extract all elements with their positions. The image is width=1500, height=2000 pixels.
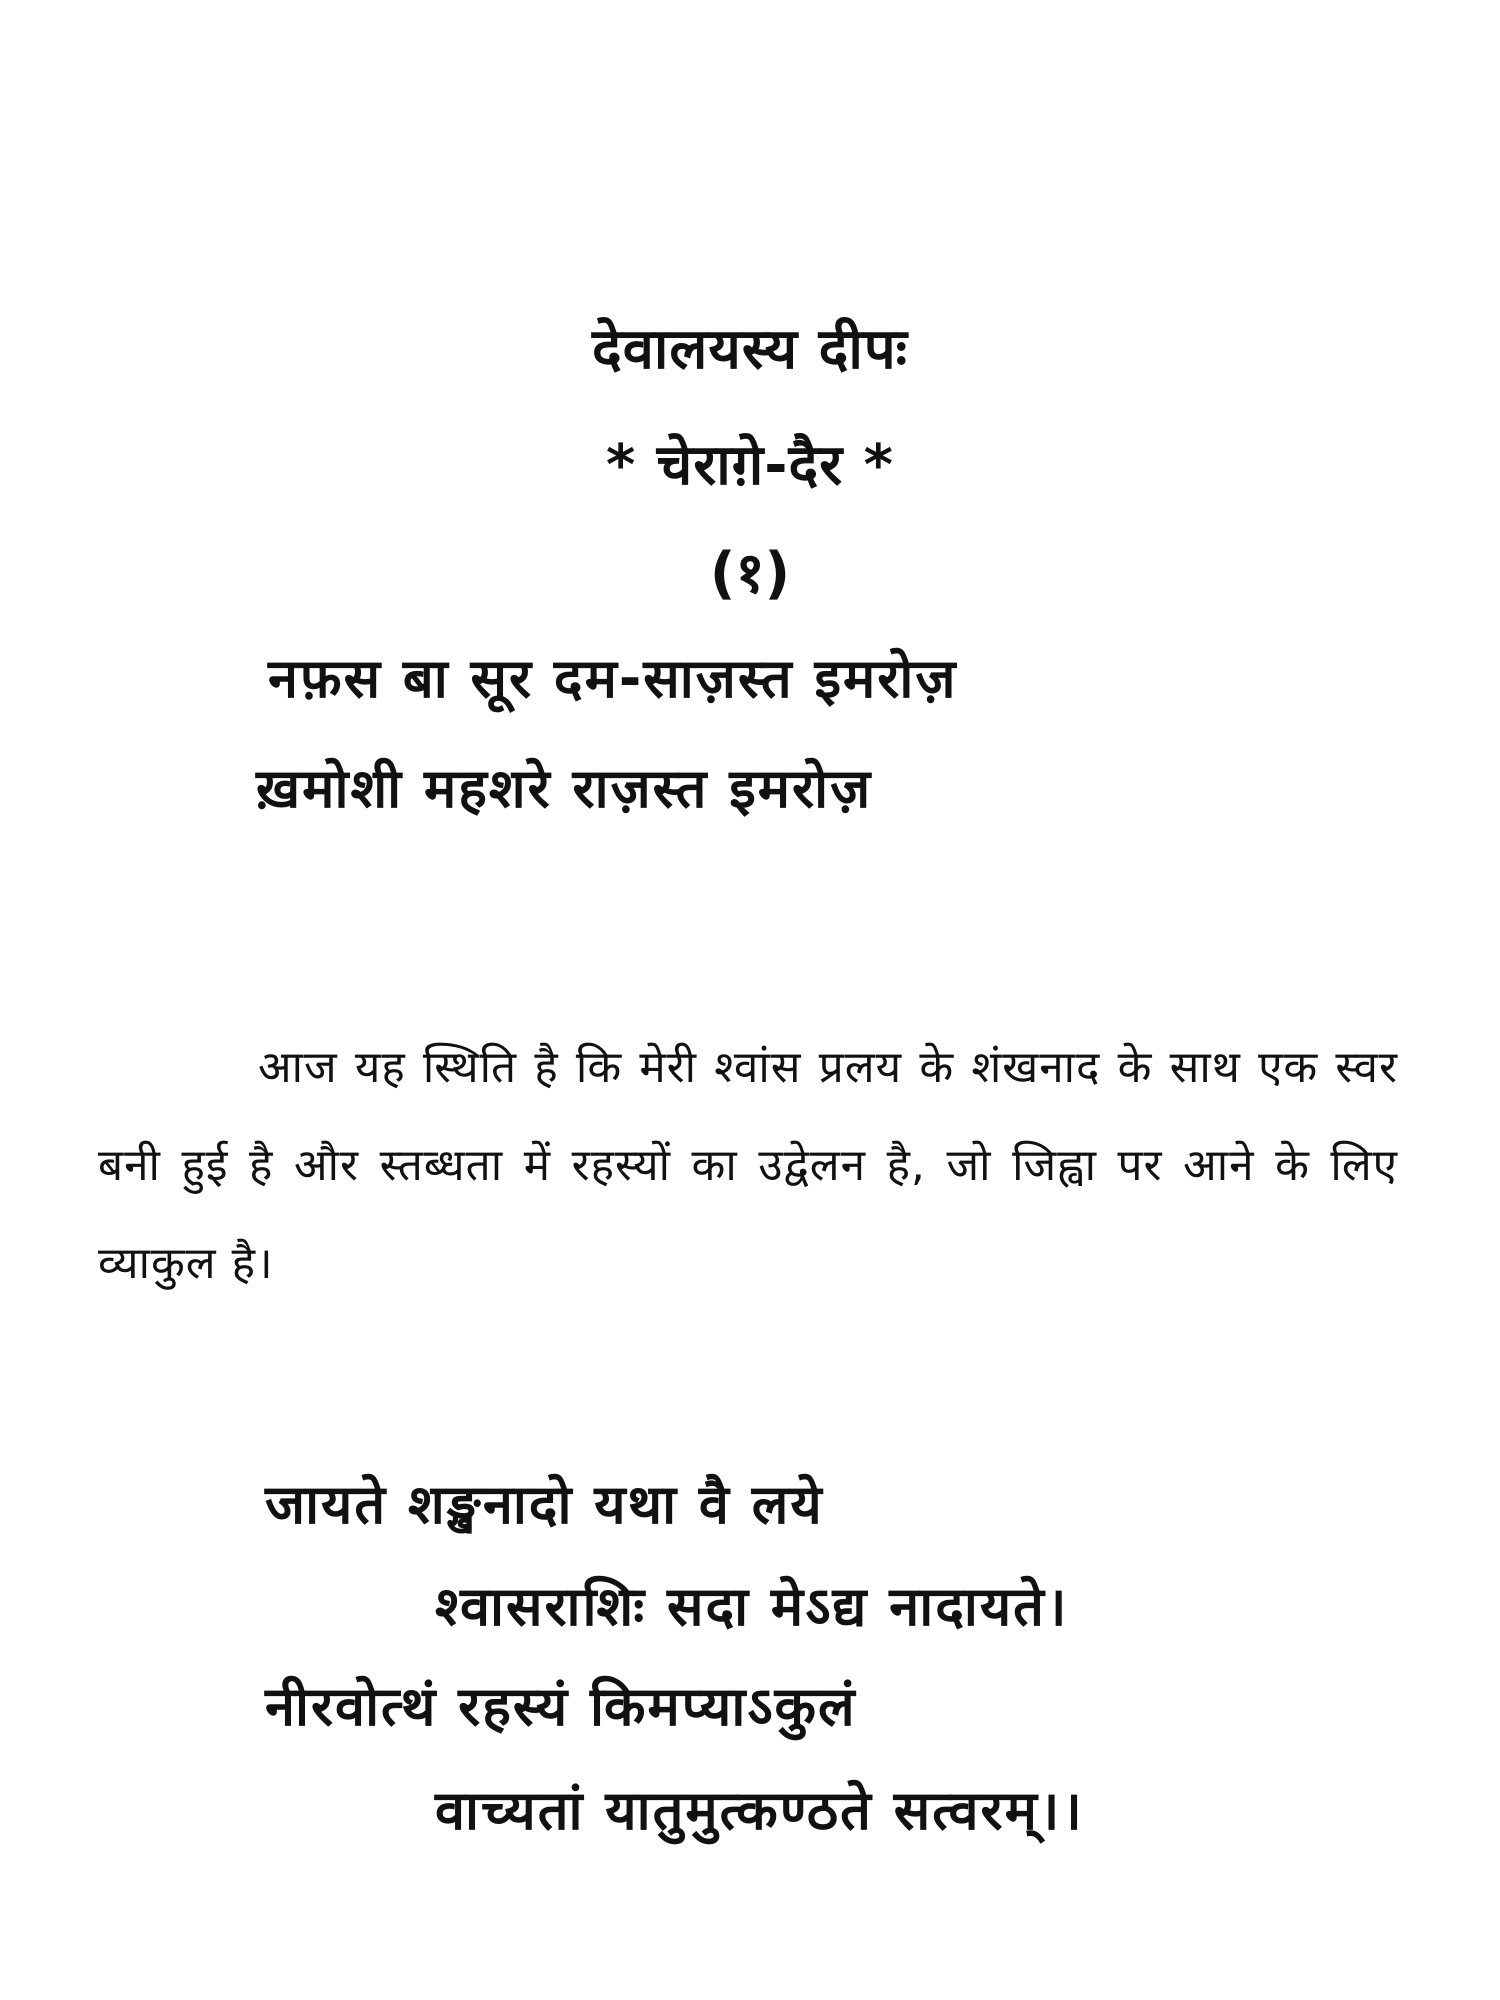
couplet-line-1: नफ़स बा सूर दम-साज़स्त इमरोज़: [268, 647, 958, 710]
verse-line-4: वाच्यतां यातुमुत्कण्ठते सत्वरम्।।: [435, 1779, 1084, 1842]
section-number: (१): [709, 541, 791, 606]
prose-paragraph: आज यह स्थिति है कि मेरी श्वांस प्रलय के शंखनाद के साथ एक स्वर बनी हुई है और स्तब्धता में रहस्यों का उद्वेलन है, जो जिह्वा पर आने के लिए व्याकुल है।: [98, 1042, 1398, 1289]
page-subtitle: * चेराग़े-दैर *: [606, 433, 894, 498]
couplet-line-2: ख़मोशी महशरे राज़स्त इमरोज़: [256, 757, 873, 820]
verse-line-1: जायते शङ्खनादो यथा वै लये: [265, 1473, 824, 1536]
verse-line-3: नीरवोत्थं रहस्यं किमप्याऽकुलं: [265, 1675, 857, 1738]
verse-line-2: श्वासराशिः सदा मेऽद्य नादायते।: [435, 1575, 1069, 1638]
page-title: देवालयस्य दीपः: [592, 317, 908, 382]
